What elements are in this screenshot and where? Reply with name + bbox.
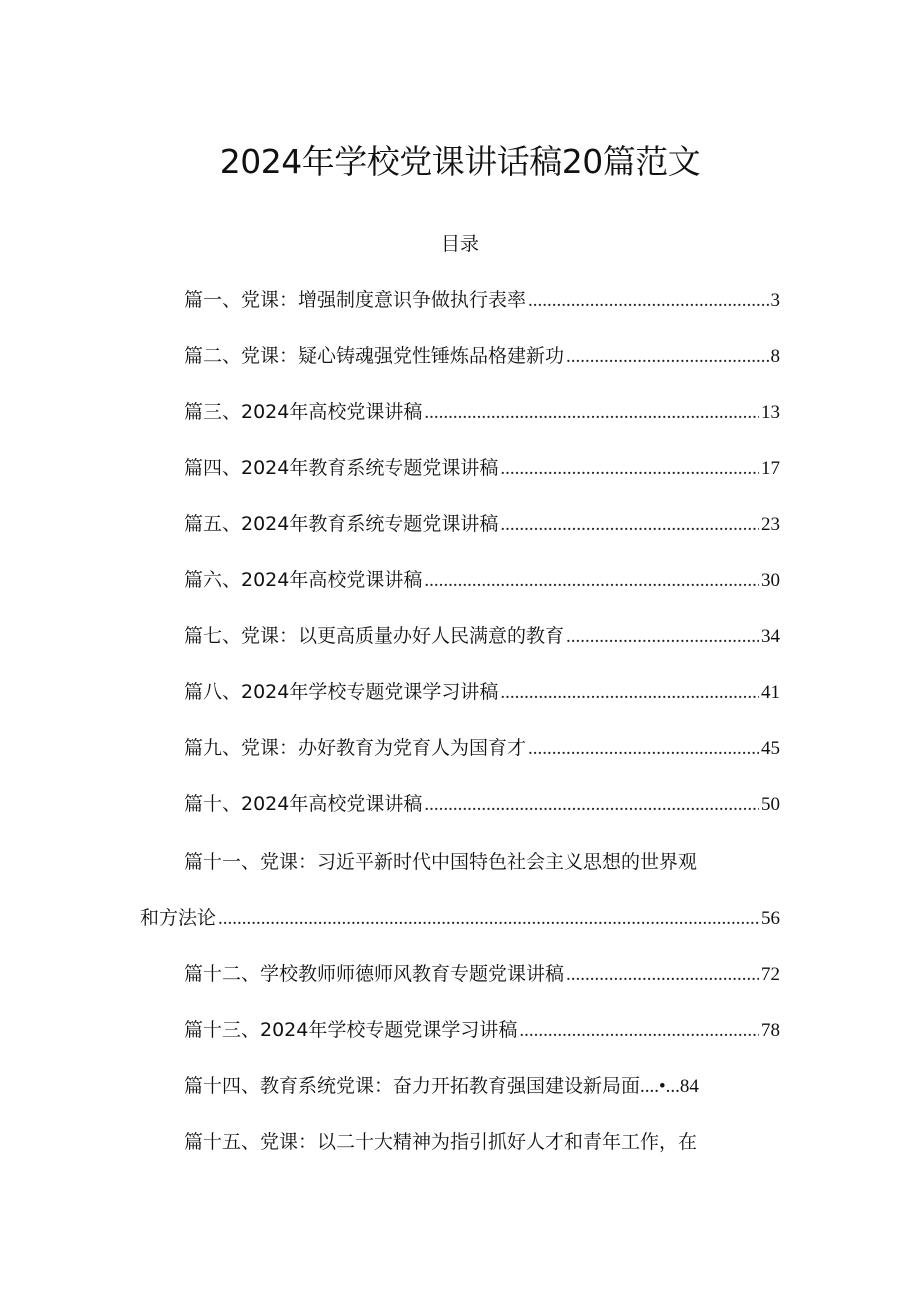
toc-entry-page: 78 [761, 1020, 780, 1041]
dot-leader [528, 735, 759, 763]
toc-entry-page: 8 [770, 346, 780, 367]
toc-heading: 目录 [440, 233, 479, 255]
toc-entry-page: 56 [761, 908, 780, 929]
dot-leader [424, 399, 759, 427]
dot-leader [566, 623, 759, 651]
toc-entry-page: 41 [761, 682, 780, 703]
toc-entry-label: 篇三、2024年高校党课讲稿 [184, 401, 423, 423]
toc-entry-label: 篇二、党课：疑心铸魂强党性锤炼品格建新功 [184, 345, 565, 367]
toc-entry[interactable] [184, 566, 780, 595]
toc-entry-page: 72 [761, 964, 780, 985]
toc-entry-page: 13 [761, 402, 780, 423]
toc-entry-label: 篇七、党课：以更高质量办好人民满意的教育 [184, 625, 565, 647]
toc-entry-label: 篇六、2024年高校党课讲稿 [184, 569, 423, 591]
toc-entry-page: 45 [761, 738, 780, 759]
toc-entry-label: 篇十二、学校教师师德师风教育专题党课讲稿 [184, 963, 565, 985]
dot-leader [566, 343, 768, 371]
dot-leader [500, 511, 759, 539]
toc-entry-label: 篇十四、教育系统党课：奋力开拓教育强国建设新局面 [184, 1075, 641, 1097]
toc-entry[interactable] [184, 734, 780, 763]
document-title: 2024年学校党课讲话稿20篇范文 [219, 142, 701, 181]
toc-entry[interactable] [184, 286, 780, 315]
toc-entry-label: 和方法论 [140, 907, 217, 929]
toc-entry-page: 23 [761, 514, 780, 535]
dot-leader [218, 905, 759, 933]
toc-entry-first-line[interactable] [184, 1128, 764, 1156]
toc-entry-first-line[interactable] [184, 848, 764, 876]
toc-entry[interactable] [184, 960, 780, 989]
toc-entry[interactable] [184, 510, 780, 539]
toc-entry-label: 篇五、2024年教育系统专题党课讲稿 [184, 513, 499, 535]
toc-entry[interactable] [184, 342, 780, 371]
dot-leader [566, 961, 759, 989]
toc-entry-label: 篇十五、党课：以二十大精神为指引抓好人才和青年工作，在 [184, 1131, 698, 1153]
toc-entry-label: 篇十三、2024年学校专题党课学习讲稿 [184, 1019, 518, 1041]
dot-leader [500, 455, 759, 483]
toc-entry-page: 3 [770, 290, 780, 311]
toc-entry[interactable] [184, 398, 780, 427]
toc-entry-label: 篇九、党课：办好教育为党育人为国育才 [184, 737, 527, 759]
toc-entry[interactable] [184, 1072, 699, 1101]
toc-entry[interactable] [184, 622, 780, 651]
toc-entry-label: 篇八、2024年学校专题党课学习讲稿 [184, 681, 499, 703]
toc-entry[interactable] [184, 1016, 780, 1045]
toc-entry-page: 50 [761, 794, 780, 815]
toc-entry[interactable] [184, 678, 780, 707]
irregular-leader: ....•... [640, 1076, 680, 1097]
toc-entry-label: 篇一、党课：增强制度意识争做执行表率 [184, 289, 527, 311]
toc-entry-label: 篇四、2024年教育系统专题党课讲稿 [184, 457, 499, 479]
dot-leader [500, 679, 759, 707]
toc-entry-page: 17 [761, 458, 780, 479]
toc-entry[interactable] [184, 454, 780, 483]
toc-entry-page: 84 [679, 1076, 699, 1097]
dot-leader [424, 791, 759, 819]
toc-entry-page: 30 [761, 570, 780, 591]
toc-entry-label: 篇十一、党课：习近平新时代中国特色社会主义思想的世界观 [184, 851, 698, 873]
toc-entry-continuation[interactable] [140, 904, 780, 933]
dot-leader [424, 567, 759, 595]
toc-entry-page: 34 [761, 626, 780, 647]
dot-leader [519, 1017, 759, 1045]
toc-entry-label: 篇十、2024年高校党课讲稿 [184, 793, 423, 815]
toc-entry[interactable] [184, 790, 780, 819]
dot-leader [528, 287, 768, 315]
